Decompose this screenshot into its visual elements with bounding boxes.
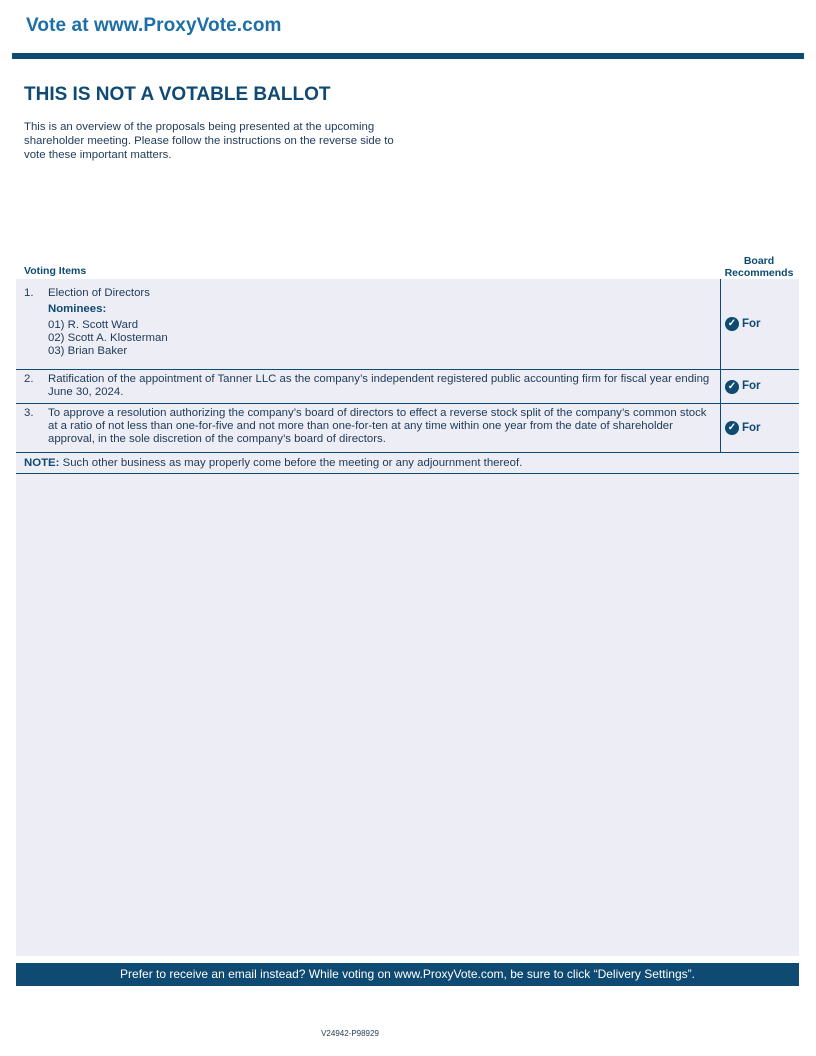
nominees-label: Nominees: [48, 303, 107, 315]
recommendation-label: For [742, 380, 761, 392]
intro-text: This is an overview of the proposals being presented at the upcoming shareholder meeting. Please follow the instructions on the reverse side to vote these important matters. [24, 121, 394, 161]
item-text: Ratification of the appointment of Tanner LLC as the company’s independent registered public accounting firm for fiscal year ending June 30, 2024. [48, 373, 710, 398]
recommendation-cell [720, 279, 799, 369]
voting-item-1 [16, 279, 799, 370]
ballot-title: THIS IS NOT A VOTABLE BALLOT [24, 84, 331, 105]
board-recommends-header [718, 255, 800, 279]
board-header-line1: Board [743, 255, 775, 267]
voting-item-2 [16, 370, 799, 404]
nominee: 01) R. Scott Ward [48, 319, 139, 331]
header-title: Vote at www.ProxyVote.com [26, 15, 282, 36]
item-text: Election of Directors [48, 287, 150, 299]
item-number: 3. [24, 407, 34, 419]
job-code: V24942-P98929 [321, 1029, 379, 1038]
voting-items-header: Voting Items [24, 265, 87, 277]
recommendation-cell [720, 370, 799, 403]
header-divider [12, 53, 804, 59]
recommendation-label: For [742, 317, 761, 330]
nominee: 03) Brian Baker [48, 345, 128, 357]
item-number: 2. [24, 373, 34, 385]
note-label: NOTE: [24, 457, 60, 469]
nominee: 02) Scott A. Klosterman [48, 332, 168, 344]
board-header-line2: Recommends [724, 267, 794, 279]
recommendation-label: For [742, 421, 761, 434]
voting-item-3 [16, 404, 799, 453]
note-row [16, 452, 799, 474]
note-text: Such other business as may properly come before the meeting or any adjournment thereof. [62, 457, 523, 469]
recommendation-cell [720, 404, 799, 452]
check-circle-icon: ✓ [725, 380, 739, 394]
item-text: To approve a resolution authorizing the company’s board of directors to effect a reverse stock split of the company’s common stock at a ratio of not less than one-for-five and not more than one-for-ten at any time within one year from the date of shareholder approval, in the sole discretion of the company’s board of directors. [48, 407, 707, 445]
delivery-settings-banner: Prefer to receive an email instead? While voting on www.ProxyVote.com, be sure to click “Delivery Settings”. [16, 963, 799, 986]
item-number: 1. [24, 287, 34, 299]
check-circle-icon: ✓ [725, 317, 739, 331]
check-circle-icon: ✓ [725, 421, 739, 435]
